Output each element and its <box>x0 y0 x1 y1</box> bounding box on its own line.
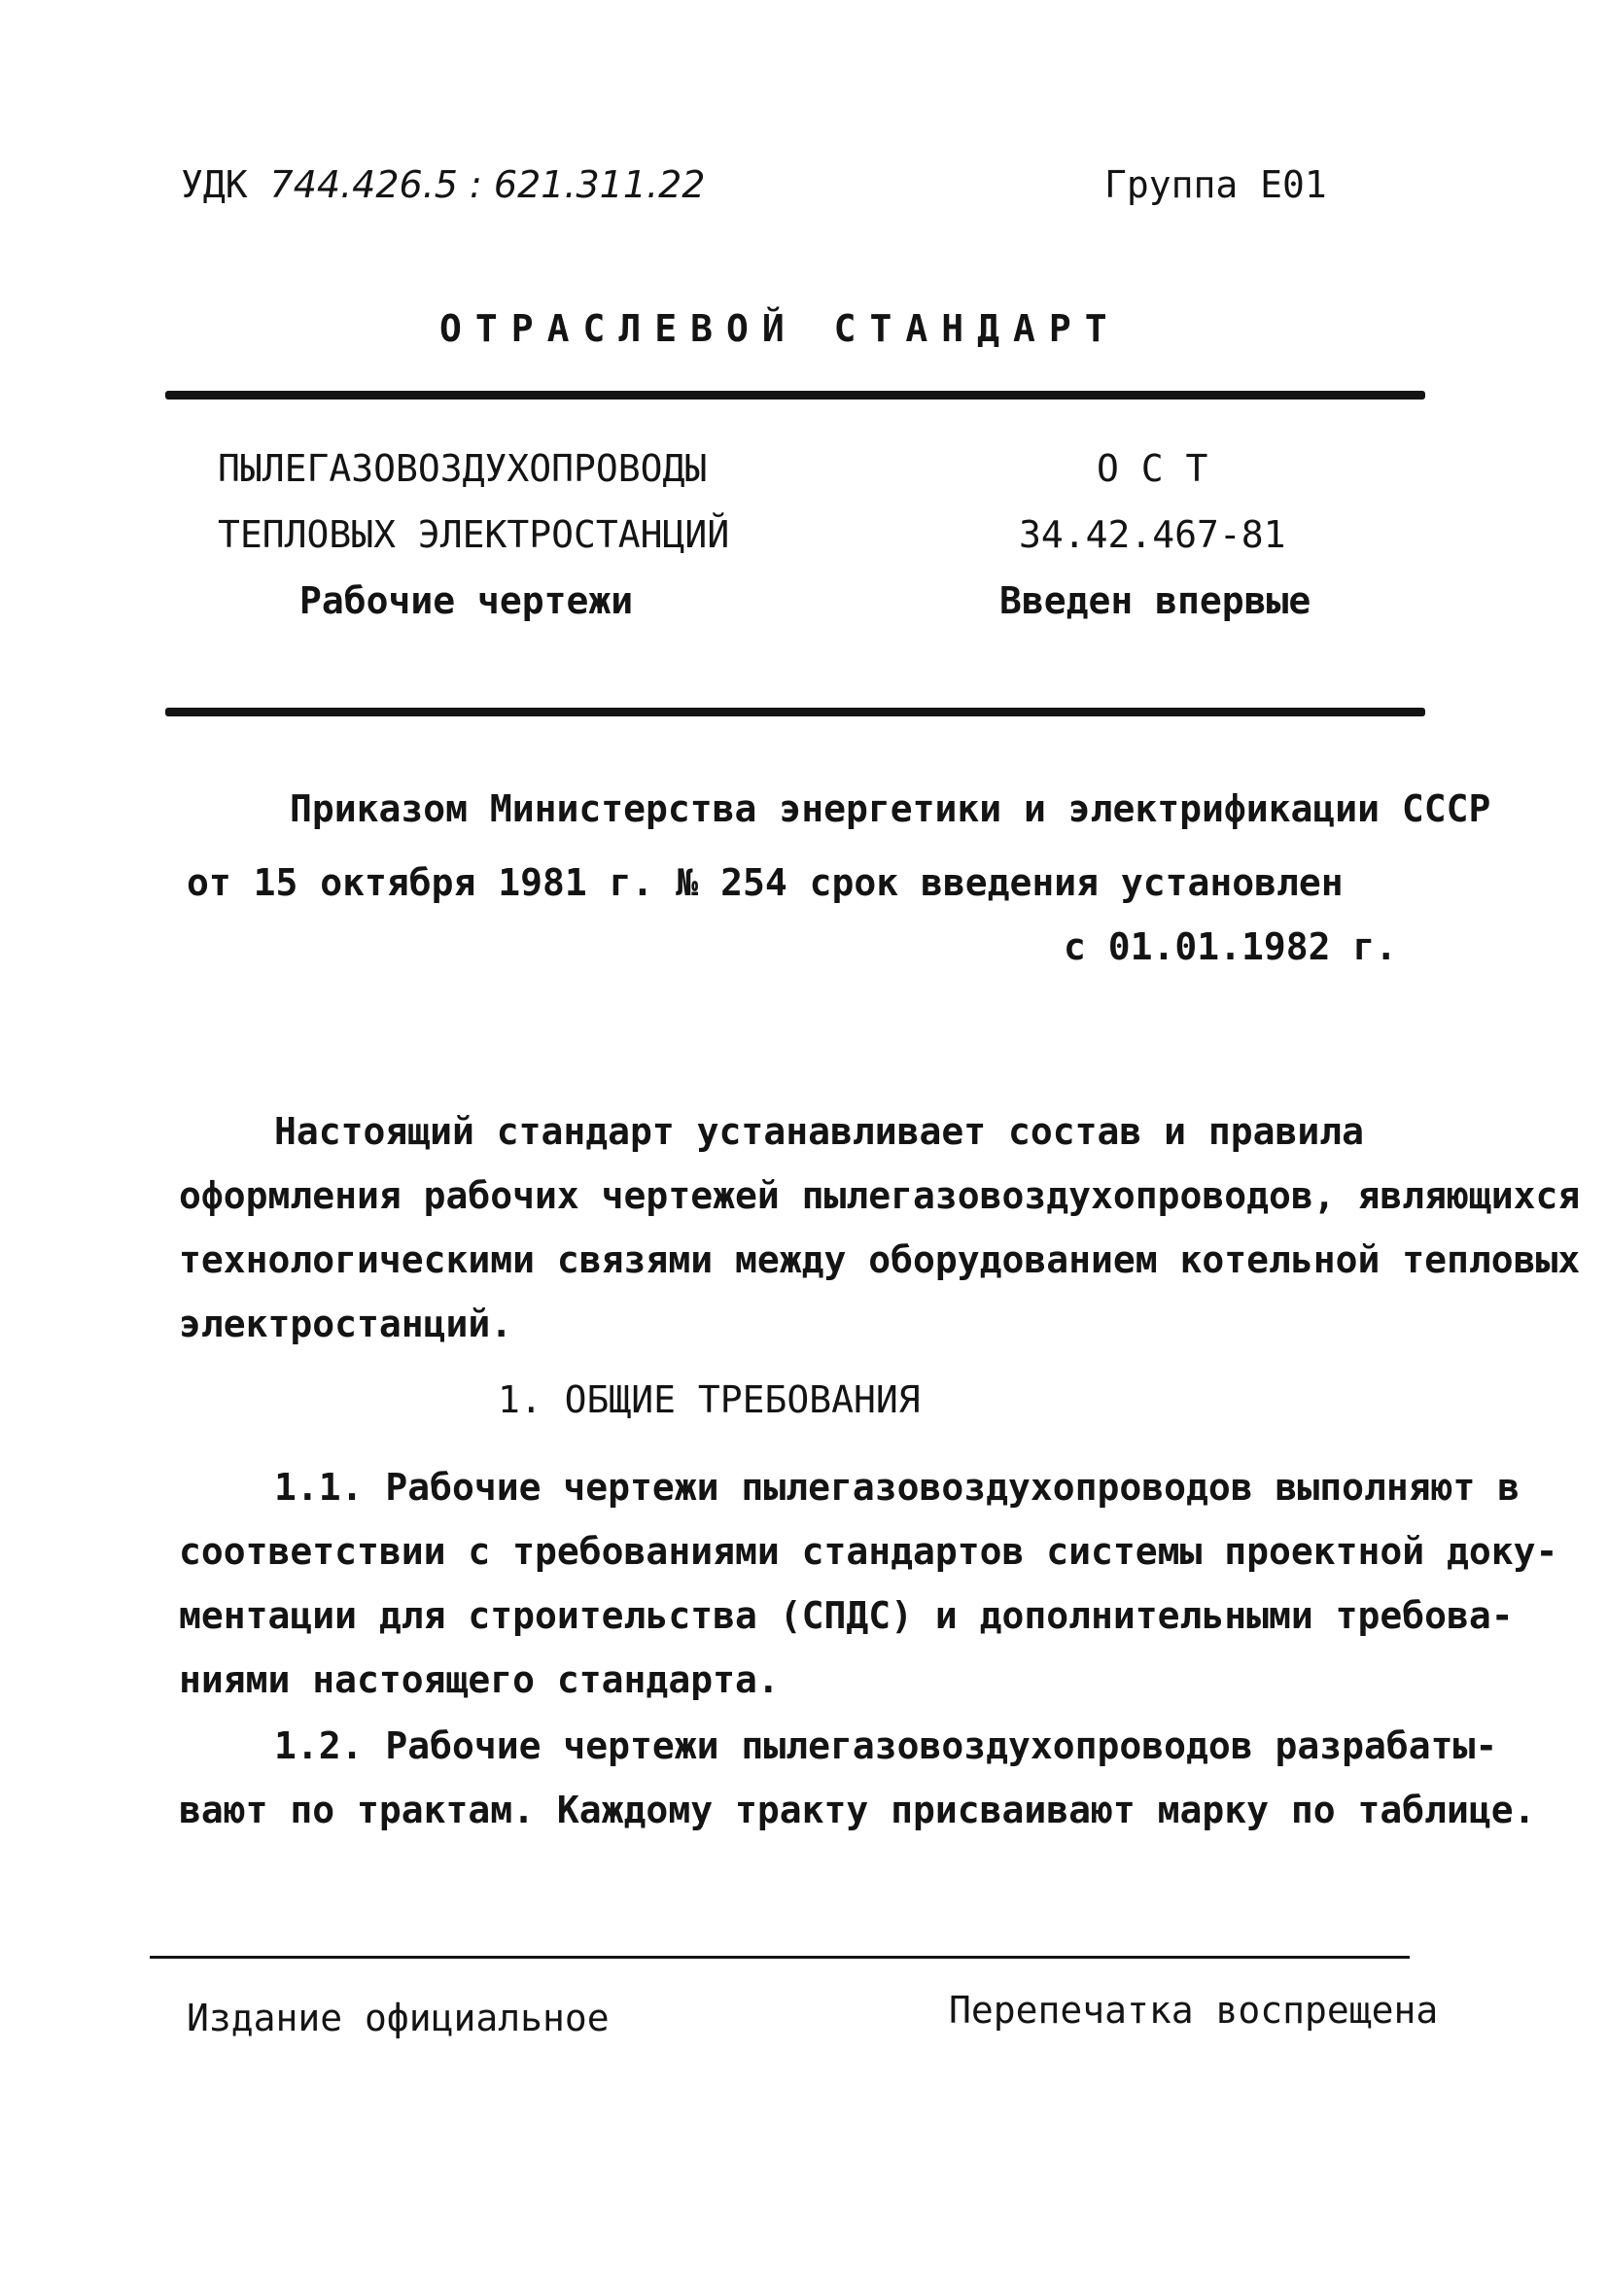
para1-line3: ментации для строительства (СПДС) и дополнительными требова- <box>179 1594 1514 1637</box>
footer-rule <box>150 1956 1410 1959</box>
intro-line4: электростанций. <box>179 1303 513 1345</box>
ost-label: О С Т <box>1097 447 1208 490</box>
order-line3: с 01.01.1982 г. <box>1064 925 1398 968</box>
group-code: Группа Е01 <box>1104 163 1327 206</box>
intro-line2: оформления рабочих чертежей пылегазовоздухопроводов, являющихся <box>179 1174 1581 1217</box>
para1-line2: соответствии с требованиями стандартов системы проектной доку- <box>179 1530 1558 1573</box>
middle-rule <box>165 708 1425 716</box>
title-left-line3: Рабочие чертежи <box>299 579 634 622</box>
udk-number: 744.426.5 : 621.311.22 <box>269 163 706 206</box>
para2-line2: вают по трактам. Каждому тракту присваивают марку по таблице. <box>179 1789 1536 1831</box>
order-line1: Приказом Министерства энергетики и электрификации СССР <box>290 787 1491 830</box>
intro-line1: Настоящий стандарт устанавливает состав и правила <box>274 1110 1365 1153</box>
section-heading: 1. ОБЩИЕ ТРЕБОВАНИЯ <box>498 1378 921 1421</box>
para1-line4: ниями настоящего стандарта. <box>179 1658 780 1701</box>
para1-line1: 1.1. Рабочие чертежи пылегазовоздухопроводов выполняют в <box>274 1466 1521 1509</box>
udk-label: УДК <box>181 163 248 206</box>
introduction-status: Введен впервые <box>999 579 1311 622</box>
standard-type-title: ОТРАСЛЕВОЙ СТАНДАРТ <box>439 307 1121 350</box>
para2-line1: 1.2. Рабочие чертежи пылегазовоздухопроводов разрабаты- <box>274 1724 1498 1767</box>
order-line2: от 15 октября 1981 г. № 254 срок введения установлен <box>187 861 1344 904</box>
title-left-line1: ПЫЛЕГАЗОВОЗДУХОПРОВОДЫ <box>218 447 708 490</box>
footer-official-edition: Издание официальное <box>187 1997 610 2039</box>
footer-reprint-prohibited: Перепечатка воспрещена <box>949 1989 1439 2032</box>
top-rule <box>165 391 1425 400</box>
intro-line3: технологическими связями между оборудованием котельной тепловых <box>179 1238 1581 1281</box>
ost-number: 34.42.467-81 <box>1019 513 1286 556</box>
udk-line <box>181 163 705 206</box>
title-left-line2: ТЕПЛОВЫХ ЭЛЕКТРОСТАНЦИЙ <box>218 513 730 556</box>
